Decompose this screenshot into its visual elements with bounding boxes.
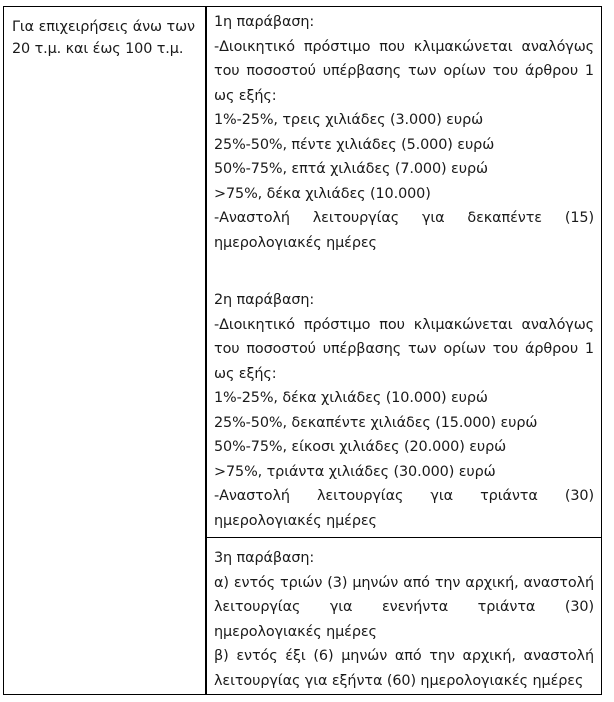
first-violation-tier-2: 25%-50%, πέντε χιλιάδες (5.000) ευρώ — [214, 136, 495, 153]
second-violation-tier-4: >75%, τριάντα χιλιάδες (30.000) ευρώ — [214, 463, 496, 480]
second-violation-intro-2: του ποσοστού υπέρβασης των ορίων του άρθρου 1 — [214, 341, 594, 357]
second-violation-tier-2: 25%-50%, δεκαπέντε χιλιάδες (15.000) ευρώ — [214, 414, 538, 431]
second-violation-block — [214, 288, 594, 533]
first-violation-intro-1: -Διοικητικό πρόστιμο που κλιμακώνεται αναλόγως — [214, 38, 594, 55]
second-violation-suspension-1: -Αναστολή λειτουργίας για τριάντα (30) — [214, 488, 594, 504]
third-violation-block — [214, 546, 594, 693]
third-violation-b-1: β) εντός έξι (6) μηνών από την αρχική, αναστολή — [214, 648, 594, 664]
first-violation-tier-3: 50%-75%, επτά χιλιάδες (7.000) ευρώ — [214, 161, 488, 177]
third-violation-b-2: λειτουργίας για εξήντα (60) ημερολογιακές ημέρες — [214, 672, 584, 689]
second-violation-tier-1: 1%-25%, δέκα χιλιάδες (10.000) ευρώ — [214, 390, 488, 406]
third-violation-heading: 3η παράβαση: — [214, 550, 315, 566]
first-violation-suspension-2: ημερολογιακές ημέρες — [214, 234, 377, 251]
second-violation-heading: 2η παράβαση: — [214, 292, 315, 308]
row-divider — [206, 537, 601, 538]
first-violation-heading: 1η παράβαση: — [214, 14, 315, 30]
first-violation-intro-2: του ποσοστού υπέρβασης των ορίων του άρθρου 1 — [214, 63, 594, 79]
business-size-cell — [12, 16, 195, 60]
first-violation-tier-4: >75%, δέκα χιλιάδες (10.000) — [214, 185, 431, 202]
first-violation-tier-1: 1%-25%, τρεις χιλιάδες (3.000) ευρώ — [214, 112, 484, 128]
column-divider — [205, 7, 207, 694]
third-violation-a-2: λειτουργίας για ενενήντα τριάντα (30) — [214, 599, 594, 615]
second-violation-tier-3: 50%-75%, είκοσι χιλιάδες (20.000) ευρώ — [214, 439, 507, 455]
second-violation-intro-3: ως εξής: — [214, 365, 277, 382]
first-violation-intro-3: ως εξής: — [214, 87, 277, 104]
second-violation-intro-1: -Διοικητικό πρόστιμο που κλιμακώνεται αναλόγως — [214, 316, 594, 333]
second-violation-suspension-2: ημερολογιακές ημέρες — [214, 512, 377, 529]
third-violation-a-1: α) εντός τριών (3) μηνών από την αρχική, αναστολή — [214, 574, 594, 591]
penalty-table — [3, 6, 602, 695]
business-size-text: Για επιχειρήσεις άνω των 20 τ.μ. και έως 100 τ.μ. — [12, 19, 195, 57]
first-violation-block — [214, 10, 594, 255]
third-violation-a-3: ημερολογιακές ημέρες — [214, 623, 377, 640]
first-violation-suspension-1: -Αναστολή λειτουργίας για δεκαπέντε (15) — [214, 210, 594, 226]
